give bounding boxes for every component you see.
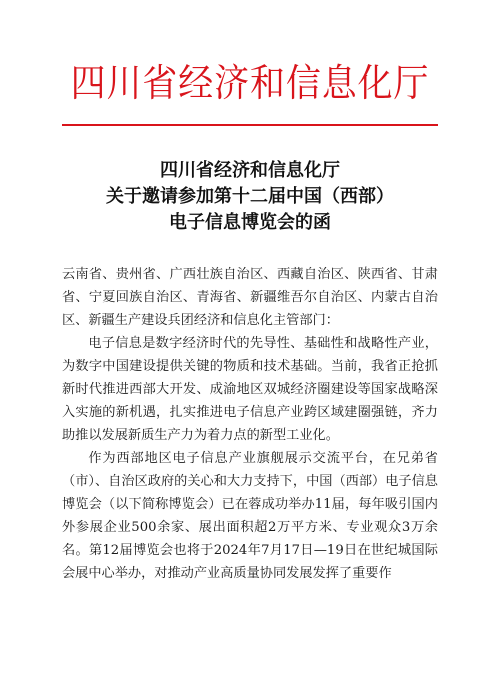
title-line-2: 关于邀请参加第十二届中国（西部） (106, 186, 394, 207)
title-line-3: 电子信息博览会的函 (169, 212, 331, 233)
letterhead-red-rule (62, 124, 438, 126)
document-body (62, 263, 438, 585)
letterhead-org-name: 四川省经济和信息化厅 (70, 61, 430, 105)
body-paragraph-1: 电子信息是数字经济时代的先导性、基础性和战略性产业，为数字中国建设提供关键的物质和技术基础。当前，我省正抢抓新时代推进西部大开发、成渝地区双城经济圈建设等国家战略深入实施的新机遇，扎实推进电子信息产业跨区域建圈强链，齐力助推以发展新质生产力为着力点的新型工业化。 (62, 336, 438, 443)
document-title (0, 158, 500, 236)
title-line-1: 四川省经济和信息化厅 (160, 160, 340, 181)
salutation: 云南省、贵州省、广西壮族自治区、西藏自治区、陕西省、甘肃省、宁夏回族自治区、青海省、新疆维吾尔自治区、内蒙古自治区、新疆生产建设兵团经济和信息化主管部门： (62, 267, 438, 328)
body-paragraph-2: 作为西部地区电子信息产业旗舰展示交流平台，在兄弟省（市）、自治区政府的关心和大力支持下，中国（西部）电子信息博览会（以下简称博览会）已在蓉成功举办11届，每年吸引国内外参展企业500余家、展出面积超2万平方米、专业观众3万余名。第12届博览会也将于2024年7月17日—19日在世纪城国际会展中心举办，对推动产业高质量协同发展发挥了重要作 (62, 451, 438, 581)
